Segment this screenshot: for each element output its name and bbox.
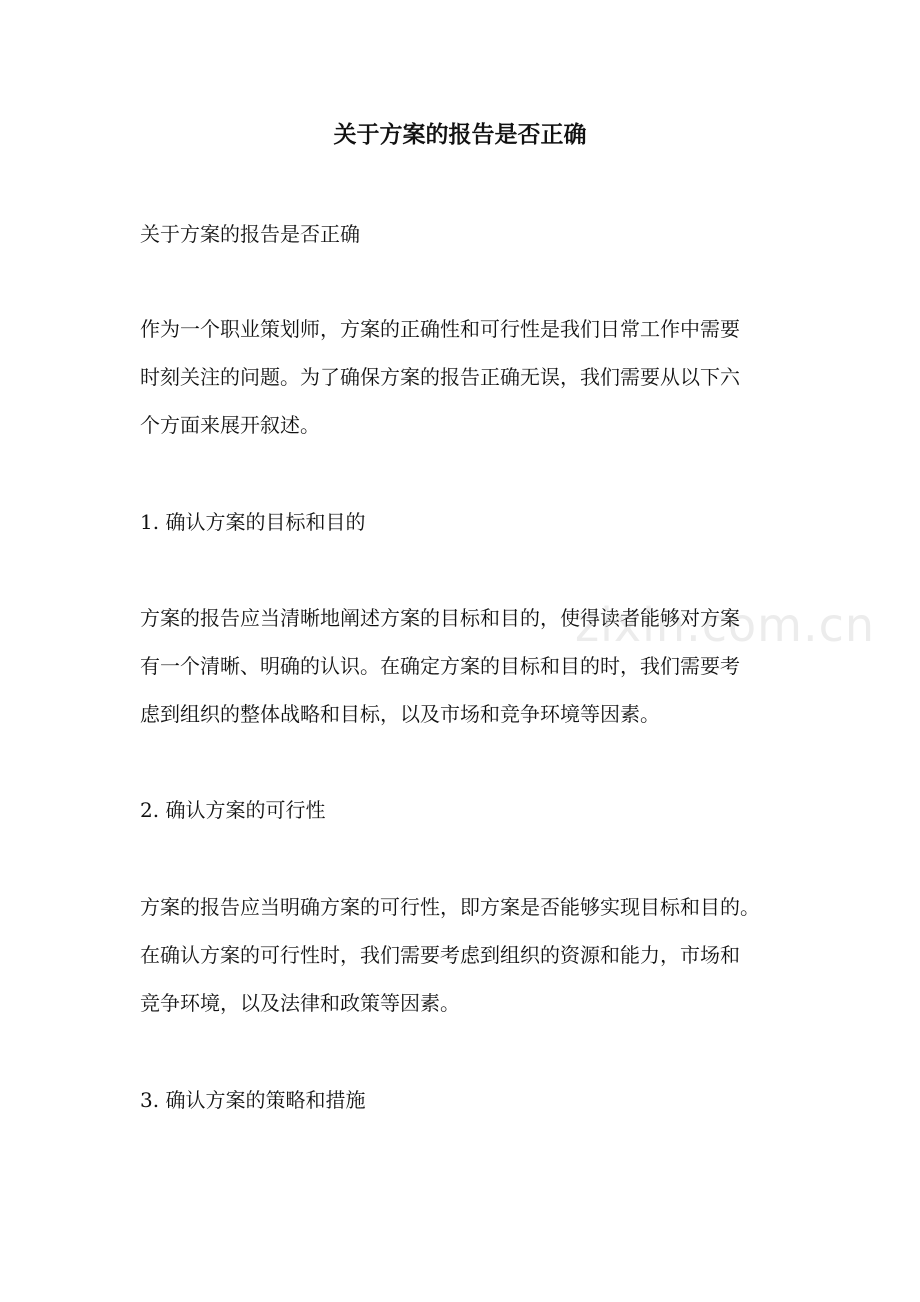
section-2-line-1: 方案的报告应当明确方案的可行性，即方案是否能够实现目标和目的。	[140, 895, 760, 919]
section-2-line-2: 在确认方案的可行性时，我们需要考虑到组织的资源和能力，市场和	[140, 943, 740, 967]
section-heading-1: 1. 确认方案的目标和目的	[140, 510, 366, 534]
section-heading-3: 3. 确认方案的策略和措施	[140, 1088, 366, 1112]
subtitle-line: 关于方案的报告是否正确	[140, 222, 360, 246]
section-1-line-2: 有一个清晰、明确的认识。在确定方案的目标和目的时，我们需要考	[140, 654, 740, 678]
section-2-line-3: 竞争环境，以及法律和政策等因素。	[140, 991, 460, 1015]
section-heading-2: 2. 确认方案的可行性	[140, 798, 326, 822]
section-1-line-3: 虑到组织的整体战略和目标，以及市场和竞争环境等因素。	[140, 702, 660, 726]
intro-line-1: 作为一个职业策划师，方案的正确性和可行性是我们日常工作中需要	[140, 317, 740, 341]
intro-line-2: 时刻关注的问题。为了确保方案的报告正确无误，我们需要从以下六	[140, 365, 740, 389]
intro-line-3: 个方面来展开叙述。	[140, 413, 320, 437]
section-1-line-1: 方案的报告应当清晰地阐述方案的目标和目的，使得读者能够对方案	[140, 606, 740, 630]
watermark: zixin.com.cn	[575, 598, 876, 652]
document-title: 关于方案的报告是否正确	[333, 121, 587, 148]
